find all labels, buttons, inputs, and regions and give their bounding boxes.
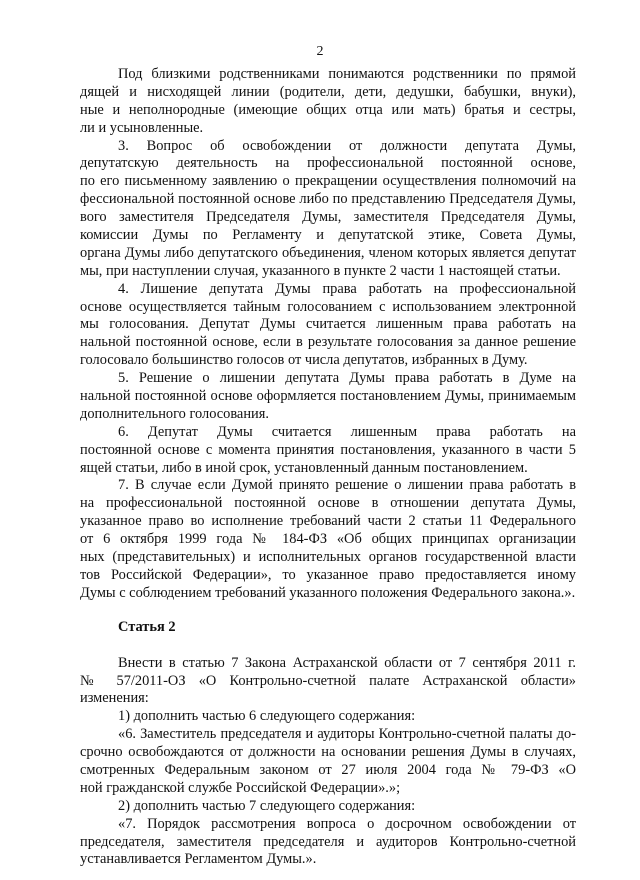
text-line: основе осуществляется тайным голосованием с использованием электронной	[80, 298, 576, 315]
text-line: ные и неполнородные (имеющие общих отца или мать) братья и сестры,	[80, 101, 576, 118]
text-line: 2) дополнить частью 7 следующего содержания:	[118, 797, 416, 814]
text-line: ли и усыновленные.	[80, 119, 204, 136]
text-line: комиссии Думы по Регламенту и депутатской этике, Совета Думы,	[80, 227, 576, 244]
paragraph-item-1	[80, 708, 576, 726]
text-line: № 57/2011-ОЗ «О Контрольно-счетной палате Астраханской области»	[80, 672, 576, 689]
paragraph-7	[80, 477, 576, 602]
text-line: «7. Порядок рассмотрения вопроса о досрочном освобождении от	[118, 815, 576, 832]
text-line: изменения:	[80, 690, 149, 707]
paragraph-5	[80, 370, 576, 424]
paragraph-4	[80, 281, 576, 370]
text-line: дополнительного голосования.	[80, 405, 269, 422]
text-line: Внести в статью 7 Закона Астраханской области от 7 сентября 2011 г.	[118, 654, 576, 671]
text-line: председателя, заместителя председателя и аудиторов Контрольно-счетной	[80, 833, 576, 850]
text-line: Думы с соблюдением требований указанного положения Федерального закона.».	[80, 584, 576, 601]
text-line: 4. Лишение депутата Думы права работать на профессиональной	[118, 280, 576, 297]
paragraph-6	[80, 424, 576, 478]
text-line: указанное право во исполнение требований части 2 статьи 11 Федерального	[80, 513, 576, 530]
text-line: дящей и нисходящей линии (родители, дети, дедушки, бабушки, внуки),	[80, 83, 576, 100]
paragraph-quote-7	[80, 816, 576, 870]
text-line: 6. Депутат Думы считается лишенным права работать на	[118, 423, 576, 440]
paragraph-close-relatives	[80, 66, 576, 138]
page-number: 2	[316, 44, 324, 59]
article-heading: Статья 2	[118, 618, 176, 635]
text-line: 7. В случае если Думой принято решение о лишении права работать в	[118, 477, 576, 494]
text-line: постоянной основе с момента принятия постановления, указанного в части 5	[80, 441, 576, 458]
text-line: ящей статьи, либо в иной срок, установленный данным постановлением.	[80, 459, 528, 476]
text-line: голосовало большинство голосов от числа депутатов, избранных в Думу.	[80, 352, 528, 369]
document-body	[80, 66, 576, 869]
paragraph-article-2-intro	[80, 655, 576, 709]
text-line: нальной постоянной основе оформляется постановлением Думы, принимаемым	[80, 388, 576, 405]
paragraph-3	[80, 138, 576, 281]
text-line: срочно освобождаются от должности на основании решения Думы в случаях,	[80, 744, 576, 761]
text-line: органа Думы либо депутатского объединения, членом которых является депутат	[80, 244, 576, 261]
text-line: фессиональной постоянной основе либо по представлению Председателя Думы,	[80, 191, 576, 208]
text-line: тов Российской Федерации», то указанное право предоставляется иному	[80, 566, 576, 583]
text-line: 5. Решение о лишении депутата Думы права работать в Думе на	[118, 370, 576, 387]
text-line: от 6 октября 1999 года № 184-ФЗ «Об общих принципах организации	[80, 531, 576, 548]
text-line: смотренных Федеральным законом от 27 июля 2004 года № 79-ФЗ «О	[80, 761, 576, 778]
text-line: мы голосования. Депутат Думы считается лишенным права работать на	[80, 316, 576, 333]
text-line: ной гражданской службе Российской Федерации».»;	[80, 779, 401, 796]
paragraph-quote-6	[80, 726, 576, 798]
text-line: 1) дополнить частью 6 следующего содержания:	[118, 708, 416, 725]
text-line: 3. Вопрос об освобождении от должности депутата Думы,	[118, 137, 576, 154]
text-line: по его письменному заявлению о прекращении осуществления полномочий на	[80, 173, 576, 190]
text-line: на профессиональной постоянной основе в отношении депутата Думы,	[80, 495, 576, 512]
text-line: «6. Заместитель председателя и аудиторы Контрольно-счетной палаты до-	[118, 726, 576, 743]
text-line: устанавливается Регламентом Думы.».	[80, 851, 317, 868]
paragraph-item-2	[80, 798, 576, 816]
text-line: мы, при наступлении случая, указанного в пункте 2 части 1 настоящей статьи.	[80, 262, 561, 279]
text-line: Под близкими родственниками понимаются родственники по прямой	[118, 66, 576, 82]
text-line: нальной постоянной основе, если в результате голосования за данное решение	[80, 334, 576, 351]
text-line: вого заместителя Председателя Думы, заместителя Председателя Думы,	[80, 209, 576, 226]
text-line: депутатскую деятельность на профессиональной постоянной основе,	[80, 155, 576, 172]
text-line: ных (представительных) и исполнительных органов государственной власти	[80, 549, 576, 566]
